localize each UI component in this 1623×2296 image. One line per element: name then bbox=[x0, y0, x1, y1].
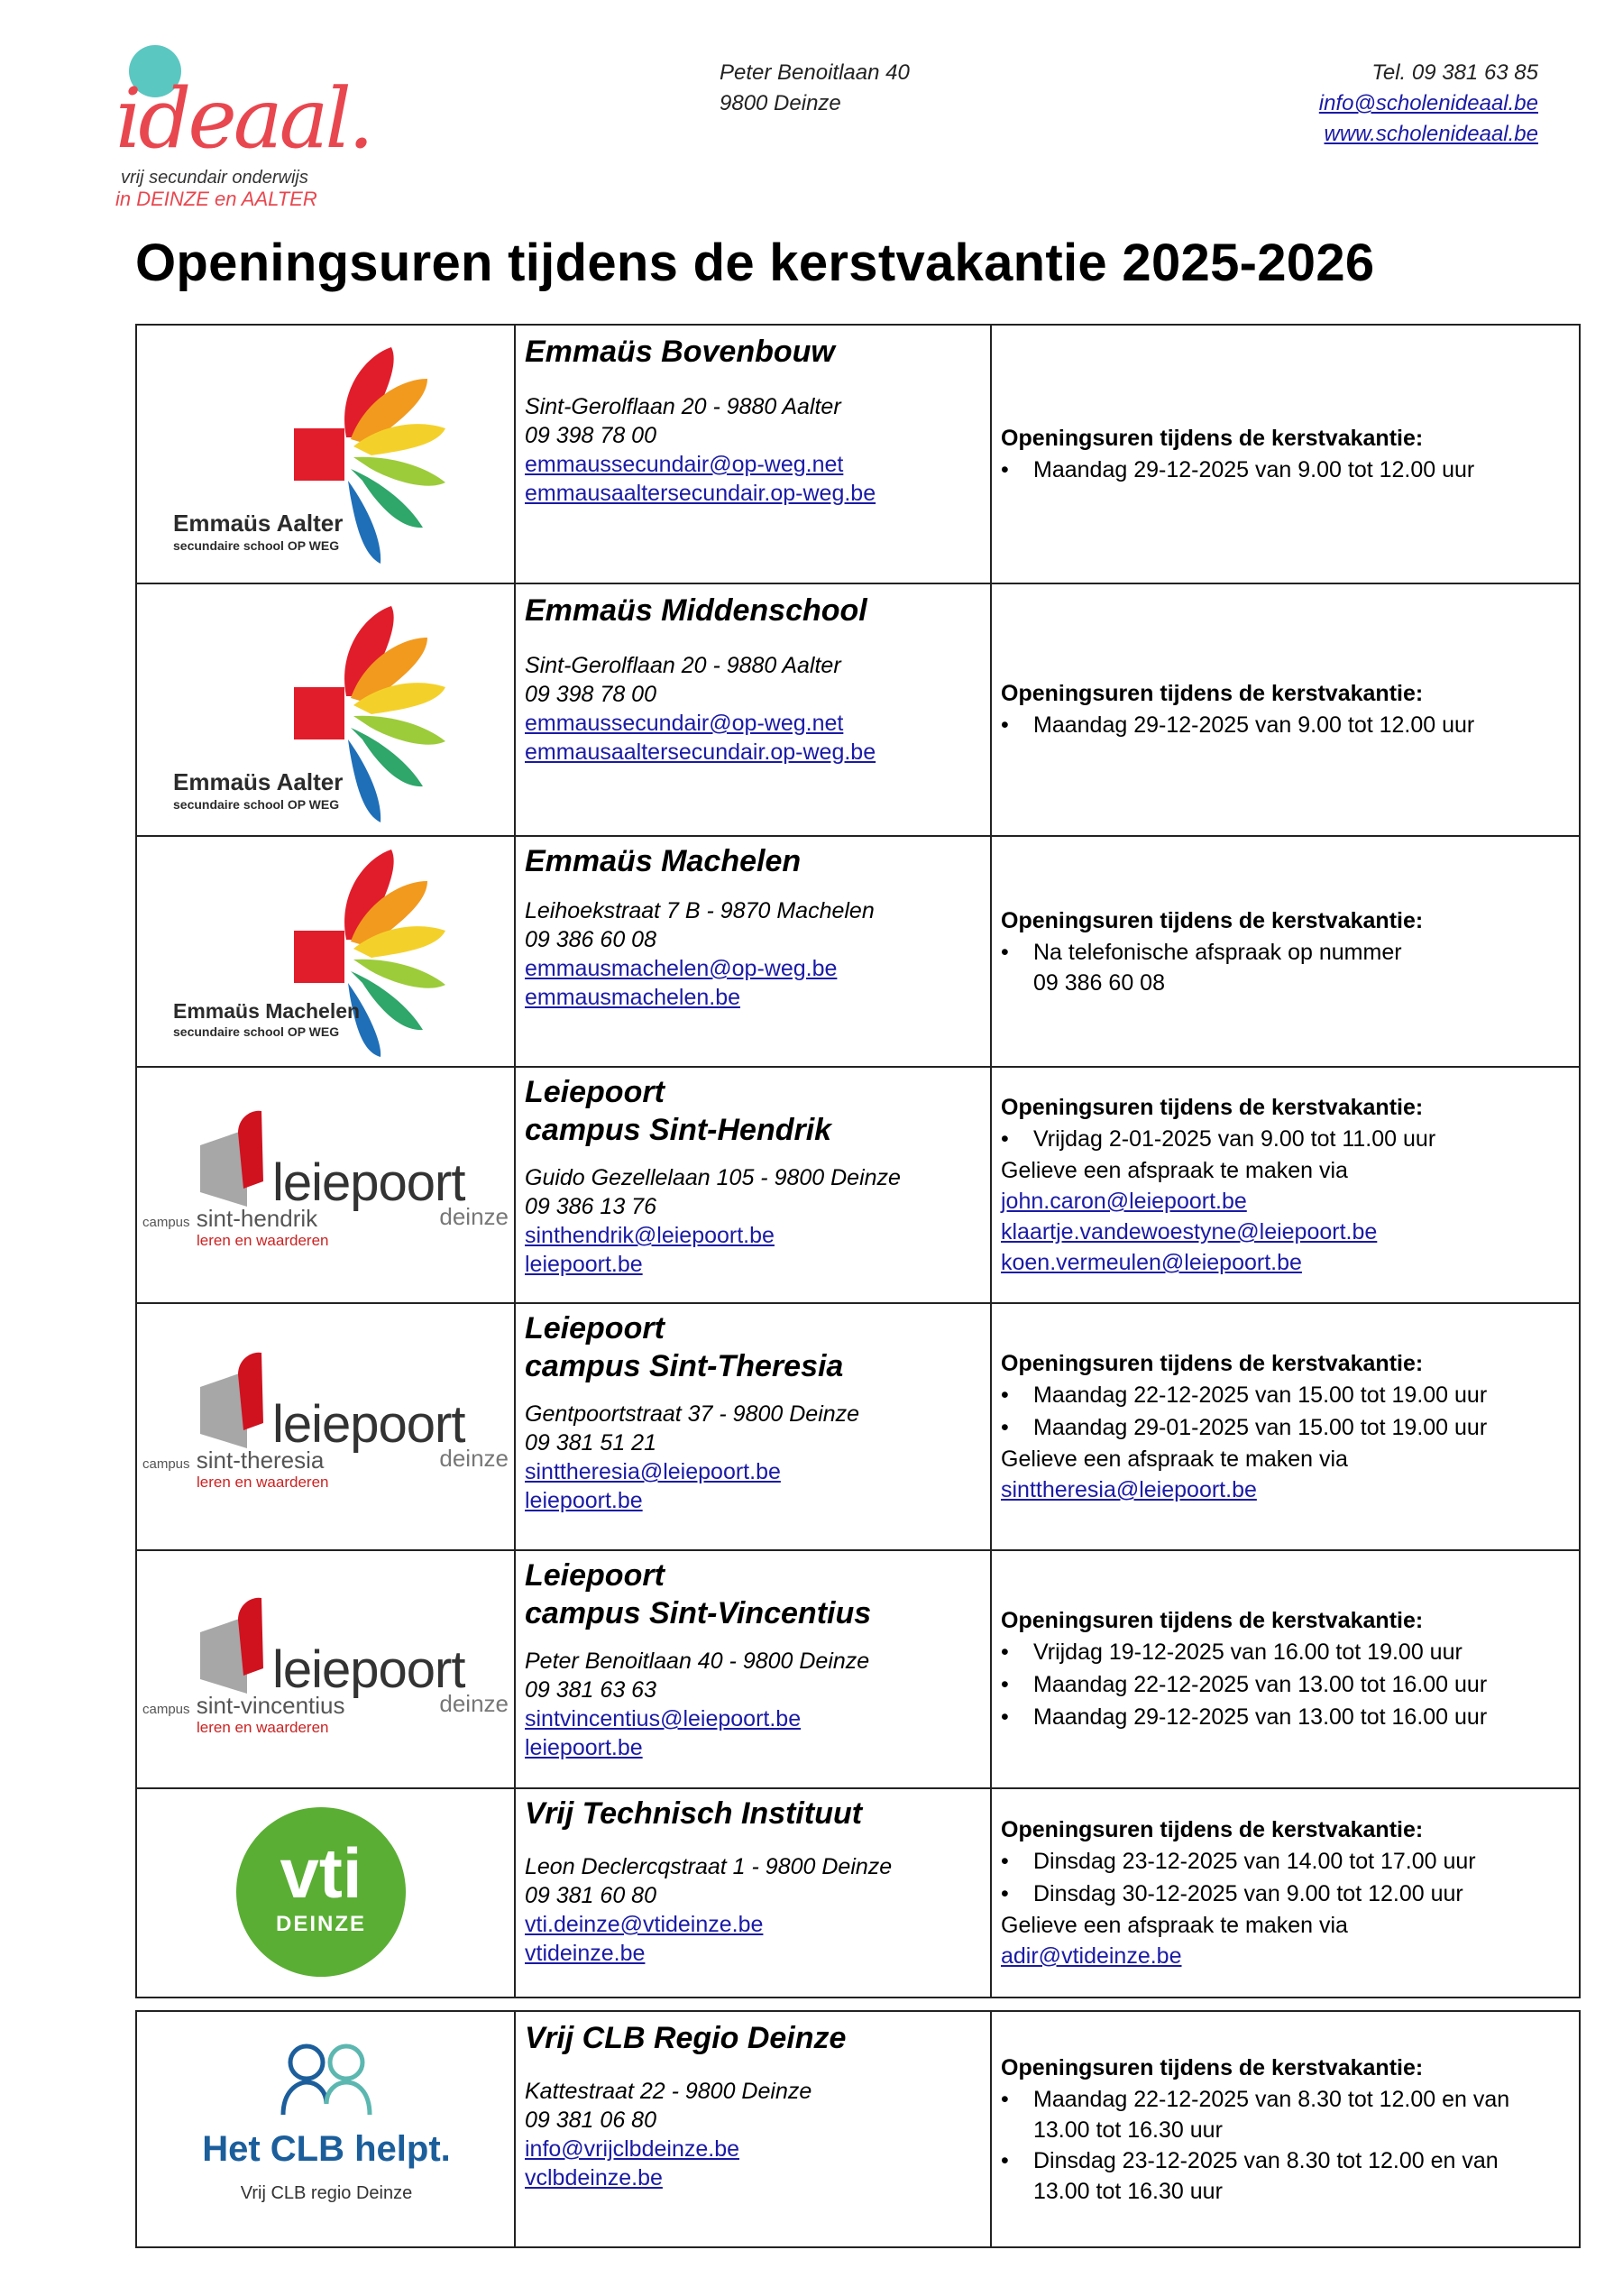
hours-item-continued: 13.00 tot 16.30 uur bbox=[1033, 2117, 1223, 2143]
red-square-icon bbox=[294, 931, 344, 983]
school-info-cell bbox=[516, 584, 992, 835]
opening-hours-cell bbox=[992, 1304, 1579, 1549]
logo-subtitle: secundaire school OP WEG bbox=[173, 1024, 340, 1039]
school-logo-cell bbox=[137, 1789, 516, 1997]
school-email-link[interactable]: sinthendrik@leiepoort.be bbox=[525, 1223, 775, 1248]
hours-item: • Maandag 22-12-2025 van 8.30 tot 12.00 en van bbox=[1001, 2087, 1510, 2112]
school-website-link[interactable]: leiepoort.be bbox=[525, 1488, 643, 1513]
logo-wordmark: leiepoort bbox=[272, 1640, 465, 1699]
table-row bbox=[137, 1787, 1579, 1997]
logo-wordmark: leiepoort bbox=[272, 1395, 465, 1454]
school-address: Peter Benoitlaan 40 - 9800 Deinze bbox=[525, 1649, 870, 1674]
hours-item: • Maandag 29-12-2025 van 9.00 tot 12.00 uur bbox=[1001, 456, 1475, 482]
logo-city: DEINZE bbox=[275, 1912, 366, 1936]
logo-tagline: leren en waarderen bbox=[197, 1719, 329, 1736]
school-email-link[interactable]: sintvincentius@leiepoort.be bbox=[525, 1706, 802, 1731]
logo-campus: campus sint-hendrik bbox=[142, 1205, 318, 1232]
emmaus-logo bbox=[157, 840, 491, 1066]
hours-item: • Maandag 29-12-2025 van 13.00 tot 16.00 uur bbox=[1001, 1704, 1488, 1730]
people-icon bbox=[272, 2039, 381, 2120]
school-info-cell bbox=[516, 1789, 992, 1997]
hours-item: • Dinsdag 23-12-2025 van 14.00 tot 17.00 uur bbox=[1001, 1849, 1476, 1874]
hours-title: Openingsuren tijdens de kerstvakantie: bbox=[1001, 2055, 1424, 2080]
logo-wordmark: ideaal. bbox=[115, 70, 371, 167]
table-row bbox=[137, 1302, 1579, 1549]
logo-tagline: leren en waarderen bbox=[197, 1232, 329, 1249]
appointment-email-link[interactable]: adir@vtideinze.be bbox=[1001, 1943, 1182, 1969]
hours-title: Openingsuren tijdens de kerstvakantie: bbox=[1001, 1817, 1424, 1842]
school-phone: 09 398 78 00 bbox=[525, 423, 656, 448]
school-name: Leiepoort bbox=[525, 1075, 665, 1109]
table-row bbox=[137, 1549, 1579, 1787]
clb-logo bbox=[173, 2028, 480, 2236]
logo-title: Emmaüs Machelen bbox=[173, 999, 361, 1023]
appointment-email-link[interactable]: klaartje.vandewoestyne@leiepoort.be bbox=[1001, 1219, 1378, 1244]
hours-item-continued: 09 386 60 08 bbox=[1033, 970, 1165, 996]
hours-title: Openingsuren tijdens de kerstvakantie: bbox=[1001, 425, 1424, 451]
address-city: 9800 Deinze bbox=[720, 91, 841, 115]
school-phone: 09 381 60 80 bbox=[525, 1883, 656, 1908]
opening-hours-cell bbox=[992, 584, 1579, 835]
opening-hours-cell bbox=[992, 326, 1579, 583]
leiepoort-logo bbox=[142, 1109, 512, 1263]
school-logo-cell bbox=[137, 1551, 516, 1787]
school-phone: 09 381 06 80 bbox=[525, 2108, 656, 2133]
school-address: Sint-Gerolflaan 20 - 9880 Aalter bbox=[525, 653, 841, 678]
school-info-cell bbox=[516, 1551, 992, 1787]
school-address: Kattestraat 22 - 9800 Deinze bbox=[525, 2079, 812, 2104]
hours-title: Openingsuren tijdens de kerstvakantie: bbox=[1001, 908, 1424, 933]
logo-subtitle: Vrij CLB regio Deinze bbox=[240, 2183, 413, 2203]
appointment-email-link[interactable]: sinttheresia@leiepoort.be bbox=[1001, 1477, 1257, 1502]
hours-item: • Maandag 22-12-2025 van 15.00 tot 19.00 uur bbox=[1001, 1382, 1488, 1408]
school-logo-cell bbox=[137, 1304, 516, 1549]
hours-item: • Vrijdag 2-01-2025 van 9.00 tot 11.00 uur bbox=[1001, 1126, 1436, 1152]
school-website-link[interactable]: vclbdeinze.be bbox=[525, 2165, 663, 2190]
address-street: Peter Benoitlaan 40 bbox=[720, 60, 910, 85]
school-address: Guido Gezellelaan 105 - 9800 Deinze bbox=[525, 1165, 901, 1190]
emmaus-logo bbox=[157, 597, 491, 822]
school-info-cell bbox=[516, 1304, 992, 1549]
school-website-link[interactable]: emmausmachelen.be bbox=[525, 985, 741, 1010]
emmaus-logo bbox=[157, 338, 491, 564]
clb-table bbox=[135, 2010, 1581, 2248]
logo-city: deinze bbox=[439, 1203, 509, 1230]
hours-item: • Dinsdag 23-12-2025 van 8.30 tot 12.00 en van bbox=[1001, 2148, 1499, 2173]
school-campus: campus Sint-Vincentius bbox=[525, 1596, 872, 1630]
school-website-link[interactable]: leiepoort.be bbox=[525, 1252, 643, 1277]
opening-hours-cell bbox=[992, 1551, 1579, 1787]
school-info-cell bbox=[516, 326, 992, 583]
header-phone: Tel. 09 381 63 85 bbox=[1371, 60, 1538, 85]
school-email-link[interactable]: vti.deinze@vtideinze.be bbox=[525, 1912, 764, 1937]
logo-wordmark: leiepoort bbox=[272, 1153, 465, 1212]
logo-city: deinze bbox=[439, 1690, 509, 1717]
logo-subtitle: secundaire school OP WEG bbox=[173, 797, 340, 812]
school-website-link[interactable]: emmausaaltersecundair.op-weg.be bbox=[525, 481, 876, 506]
school-campus: campus Sint-Hendrik bbox=[525, 1113, 832, 1147]
logo-title: Emmaüs Aalter bbox=[173, 510, 344, 537]
appointment-email-link[interactable]: john.caron@leiepoort.be bbox=[1001, 1189, 1247, 1214]
school-logo-cell bbox=[137, 584, 516, 835]
school-address: Leon Declercqstraat 1 - 9800 Deinze bbox=[525, 1854, 893, 1879]
logo-tagline: vrij secundair onderwijs bbox=[121, 168, 308, 188]
leiepoort-logo bbox=[142, 1351, 512, 1504]
opening-hours-cell bbox=[992, 1068, 1579, 1302]
logo-title: Emmaüs Aalter bbox=[173, 768, 344, 795]
opening-hours-cell bbox=[992, 2012, 1579, 2246]
header-address bbox=[720, 58, 910, 119]
school-email-link[interactable]: emmausmachelen@op-weg.be bbox=[525, 956, 838, 981]
ideaal-logo bbox=[115, 41, 371, 222]
hours-title: Openingsuren tijdens de kerstvakantie: bbox=[1001, 1351, 1424, 1376]
table-row bbox=[137, 835, 1579, 1066]
school-logo-cell bbox=[137, 1068, 516, 1302]
school-address: Sint-Gerolflaan 20 - 9880 Aalter bbox=[525, 394, 841, 419]
school-phone: 09 386 60 08 bbox=[525, 927, 656, 952]
logo-subtitle: secundaire school OP WEG bbox=[173, 538, 340, 553]
school-name: Vrij Technisch Instituut bbox=[525, 1796, 863, 1831]
page-title: Openingsuren tijdens de kerstvakantie 2025-2026 bbox=[135, 234, 1375, 292]
school-name: Leiepoort bbox=[525, 1558, 665, 1593]
school-logo-cell bbox=[137, 2012, 516, 2246]
table-row bbox=[137, 2012, 1579, 2246]
logo-campus: campus sint-theresia bbox=[142, 1446, 325, 1474]
hours-title: Openingsuren tijdens de kerstvakantie: bbox=[1001, 681, 1424, 706]
appointment-email-link[interactable]: koen.vermeulen@leiepoort.be bbox=[1001, 1250, 1302, 1275]
school-name: Emmaüs Bovenbouw bbox=[525, 335, 835, 369]
school-info-cell bbox=[516, 1068, 992, 1302]
vti-logo bbox=[236, 1807, 406, 1977]
hours-title: Openingsuren tijdens de kerstvakantie: bbox=[1001, 1095, 1424, 1120]
school-address: Leihoekstraat 7 B - 9870 Machelen bbox=[525, 898, 875, 923]
school-email-link[interactable]: emmaussecundair@op-weg.net bbox=[525, 452, 844, 477]
school-address: Gentpoortstraat 37 - 9800 Deinze bbox=[525, 1401, 860, 1427]
hours-item: • Na telefonische afspraak op nummer bbox=[1001, 940, 1402, 965]
school-website-link[interactable]: emmausaaltersecundair.op-weg.be bbox=[525, 739, 876, 765]
logo-campus: campus sint-vincentius bbox=[142, 1692, 345, 1719]
table-row bbox=[137, 326, 1579, 583]
table-row bbox=[137, 1066, 1579, 1302]
opening-hours-cell bbox=[992, 1789, 1579, 1997]
school-logo-cell bbox=[137, 326, 516, 583]
schools-table bbox=[135, 324, 1581, 1998]
logo-wordmark: vti bbox=[280, 1833, 362, 1913]
school-phone: 09 398 78 00 bbox=[525, 682, 656, 707]
hours-item-continued: 13.00 tot 16.30 uur bbox=[1033, 2179, 1223, 2204]
hours-item: • Maandag 22-12-2025 van 13.00 tot 16.00 uur bbox=[1001, 1672, 1488, 1697]
school-email-link[interactable]: emmaussecundair@op-weg.net bbox=[525, 711, 844, 736]
school-email-link[interactable]: sinttheresia@leiepoort.be bbox=[525, 1459, 781, 1484]
school-website-link[interactable]: vtideinze.be bbox=[525, 1941, 646, 1966]
school-website-link[interactable]: leiepoort.be bbox=[525, 1735, 643, 1760]
header-contact bbox=[1319, 58, 1538, 150]
hours-item: • Maandag 29-01-2025 van 15.00 tot 19.00 uur bbox=[1001, 1415, 1488, 1440]
appointment-note: Gelieve een afspraak te maken via bbox=[1001, 1158, 1348, 1183]
red-square-icon bbox=[294, 428, 344, 481]
opening-hours-cell bbox=[992, 837, 1579, 1066]
hours-title: Openingsuren tijdens de kerstvakantie: bbox=[1001, 1608, 1424, 1633]
header-website-link[interactable]: www.scholenideaal.be bbox=[1324, 122, 1538, 146]
school-info-cell bbox=[516, 2012, 992, 2246]
logo-city: deinze bbox=[439, 1445, 509, 1472]
logo-tagline: leren en waarderen bbox=[197, 1474, 329, 1491]
school-phone: 09 386 13 76 bbox=[525, 1194, 656, 1219]
hours-item: • Dinsdag 30-12-2025 van 9.00 tot 12.00 uur bbox=[1001, 1881, 1463, 1906]
logo-title: Het CLB helpt. bbox=[202, 2129, 451, 2169]
appointment-note: Gelieve een afspraak te maken via bbox=[1001, 1913, 1348, 1938]
school-name: Emmaüs Middenschool bbox=[525, 593, 867, 628]
hours-item: • Vrijdag 19-12-2025 van 16.00 tot 19.00 uur bbox=[1001, 1639, 1463, 1665]
school-name: Leiepoort bbox=[525, 1311, 665, 1345]
school-phone: 09 381 51 21 bbox=[525, 1430, 656, 1456]
school-name: Emmaüs Machelen bbox=[525, 844, 802, 878]
hours-item: • Maandag 29-12-2025 van 9.00 tot 12.00 uur bbox=[1001, 712, 1475, 738]
red-square-icon bbox=[294, 687, 344, 739]
school-name: Vrij CLB Regio Deinze bbox=[525, 2021, 847, 2055]
school-phone: 09 381 63 63 bbox=[525, 1677, 656, 1703]
logo-location: in DEINZE en AALTER bbox=[115, 188, 317, 210]
school-info-cell bbox=[516, 837, 992, 1066]
school-email-link[interactable]: info@vrijclbdeinze.be bbox=[525, 2136, 740, 2162]
leiepoort-logo bbox=[142, 1596, 512, 1750]
school-logo-cell bbox=[137, 837, 516, 1066]
school-campus: campus Sint-Theresia bbox=[525, 1349, 844, 1383]
header-email-link[interactable]: info@scholenideaal.be bbox=[1318, 91, 1538, 115]
table-row bbox=[137, 583, 1579, 835]
appointment-note: Gelieve een afspraak te maken via bbox=[1001, 1446, 1348, 1472]
